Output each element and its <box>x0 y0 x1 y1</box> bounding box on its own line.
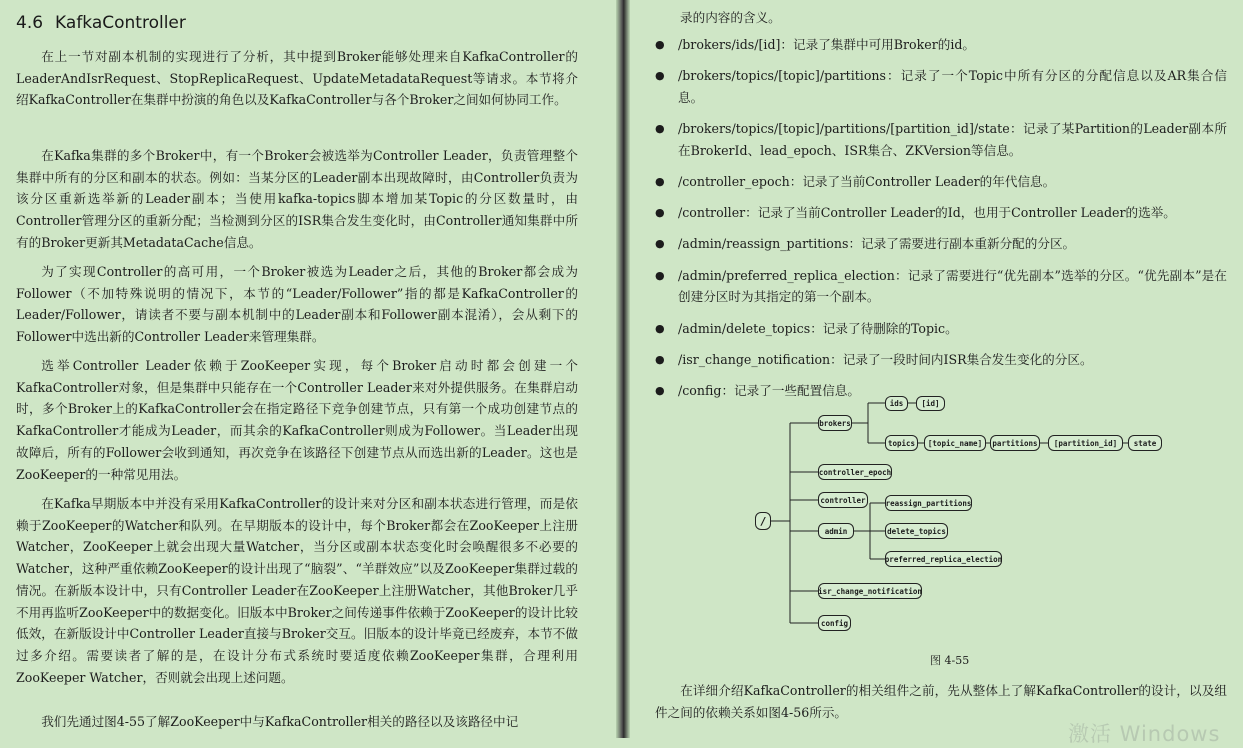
list-item: ● /brokers/ids/[id]：记录了集群中可用Broker的id。 <box>655 34 1227 56</box>
node-isr-change-notification: isr_change_notification <box>818 583 922 599</box>
node-topics: topics <box>885 435 918 451</box>
node-config: config <box>818 615 851 631</box>
paragraph-high-availability: 为了实现Controller的高可用，一个Broker被选为Leader之后，其他的Broker都会成为Follower（不加特殊说明的情况下，本节的“Leader/Follower”指的都是KafkaController的Leader/Follower，请读者不要与副本机制中的Leader副本和Follower副本混淆），会从剩下的Follower中选出新的Controller Leader来管理集群。 <box>16 264 578 345</box>
figure-caption: 图 4-55 <box>930 654 970 667</box>
node-id: [id] <box>916 396 945 411</box>
windows-activation-watermark: 激活 Windows <box>1068 722 1221 746</box>
paragraph-figure-intro: 我们先通过图4-55了解ZooKeeper中与KafkaController相关的路径以及该路径中记 <box>41 714 519 729</box>
closing-paragraph: 在详细介绍KafkaController的相关组件之前，先从整体上了解KafkaController的设计，以及组件之间的依赖关系如图4-56所示。 <box>655 683 1227 720</box>
node-reassign-partitions: reassign_partitions <box>885 495 972 511</box>
paragraph-controller-leader: 在Kafka集群的多个Broker中，有一个Broker会被选举为Controller Leader，负责管理整个集群中所有的分区和副本的状态。例如：当某分区的Leader副本出现故障时，由Controller负责为该分区重新选举新的Leader副本；当使用kafka-topics脚本增加某Topic的分区数量时，由Controller管理分区的重新分配；当检测到分区的ISR集合发生变化时，由Controller通知集群中所有的Broker更新其MetadataCache信息。 <box>16 148 578 250</box>
list-item: ● /controller：记录了当前Controller Leader的Id，也用于Controller Leader的选举。 <box>655 202 1227 224</box>
list-item: ● /brokers/topics/[topic]/partitions：记录了一个Topic中所有分区的分配信息以及AR集合信息。 <box>655 65 1227 108</box>
node-partitions: partitions <box>990 435 1040 451</box>
node-topic-name: [topic_name] <box>924 435 986 451</box>
list-item: ● /controller_epoch：记录了当前Controller Leader的年代信息。 <box>655 171 1227 193</box>
list-item: ● /brokers/topics/[topic]/partitions/[partition_id]/state：记录了某Partition的Leader副本所在BrokerId、lead_epoch、ISR集合、ZKVersion等信息。 <box>655 118 1227 161</box>
diagram-connectors <box>730 385 1210 647</box>
node-partition-id: [partition_id] <box>1048 435 1123 451</box>
node-controller-epoch: controller_epoch <box>818 464 892 480</box>
section-heading <box>16 13 186 33</box>
node-delete-topics: delete_topics <box>885 523 948 539</box>
node-state: state <box>1128 435 1162 451</box>
continuation-text: 录的内容的含义。 <box>680 10 781 25</box>
paragraph-history: 在Kafka早期版本中并没有采用KafkaController的设计来对分区和副本状态进行管理，而是依赖于ZooKeeper的Watcher和队列。在早期版本的设计中，每个Broker都会在ZooKeeper上注册Watcher，ZooKeeper上就会出现大量Watcher，当分区或副本状态变化时会唤醒很多不必要的Watcher，这种严重依赖ZooKeeper的设计出现了“脑裂”、“羊群效应”以及ZooKeeper集群过载的情况。在新版本设计中，只有Controller Leader在ZooKeeper上注册Watcher，其他Broker几乎不用再监听ZooKeeper中的数据变化。旧版本中Broker之间传递事件依赖于ZooKeeper的设计比较低效，在新版设计中Controller Leader直接与Broker交互。旧版本的设计毕竟已经废弃，本节不做过多介绍。需要读者了解的是，在设计分布式系统时要适度依赖ZooKeeper集群，合理利用ZooKeeper Watcher，否则就会出现上述问题。 <box>16 496 578 685</box>
node-preferred-replica-election: preferred_replica_election <box>885 551 1002 567</box>
zookeeper-tree-diagram <box>730 385 1210 647</box>
list-item: ● /isr_change_notification：记录了一段时间内ISR集合发生变化的分区。 <box>655 349 1227 371</box>
node-root: / <box>755 512 771 530</box>
node-ids: ids <box>885 396 908 411</box>
zk-path-list <box>655 34 1227 411</box>
list-item: ● /admin/delete_topics：记录了待删除的Topic。 <box>655 318 1227 340</box>
paragraph-election: 选举Controller Leader依赖于ZooKeeper实现，每个Broker启动时都会创建一个KafkaController对象，但是集群中只能存在一个Controller Leader来对外提供服务。在集群启动时，多个Broker上的KafkaController会在指定路径下竞争创建节点，只有第一个成功创建节点的KafkaController才能成为Leader，而其余的KafkaController则成为Follower。当Leader出现故障后，所有的Follower会收到通知，再次竞争在该路径下创建节点从而选出新的Leader。这也是ZooKeeper的一种常见用法。 <box>16 358 578 482</box>
node-admin: admin <box>818 523 854 539</box>
section-title: KafkaController <box>55 13 186 33</box>
list-item: ● /config：记录了一些配置信息。 <box>655 380 1227 402</box>
node-controller: controller <box>818 492 868 508</box>
paragraph-intro: 在上一节对副本机制的实现进行了分析，其中提到Broker能够处理来自KafkaController的LeaderAndIsrRequest、StopReplicaRequest、UpdateMetadataRequest等请求。本节将介绍KafkaController在集群中扮演的角色以及KafkaController与各个Broker之间如何协同工作。 <box>16 49 578 108</box>
list-item: ● /admin/preferred_replica_election：记录了需要进行“优先副本”选举的分区。“优先副本”是在创建分区时为其指定的第一个副本。 <box>655 265 1227 308</box>
list-item: ● /admin/reassign_partitions：记录了需要进行副本重新分配的分区。 <box>655 233 1227 255</box>
section-number: 4.6 <box>16 13 44 33</box>
node-brokers: brokers <box>818 415 852 431</box>
book-gutter <box>616 0 630 738</box>
